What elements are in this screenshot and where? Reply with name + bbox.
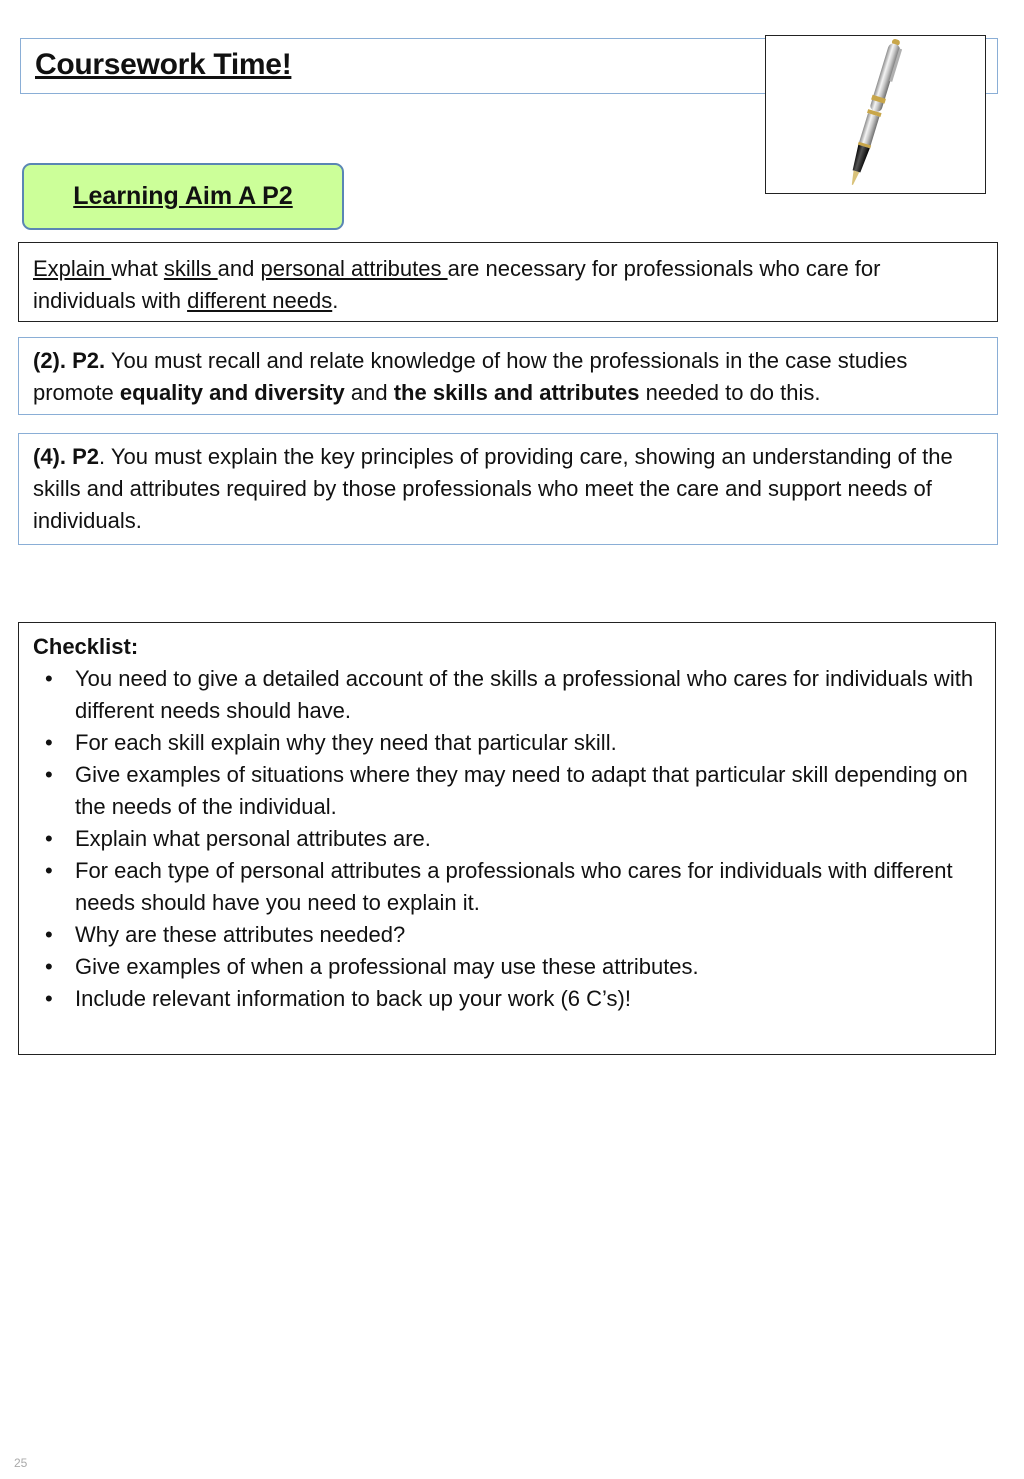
checklist-item-text: You need to give a detailed account of the skills a professional who cares for individuals with different needs should have.: [75, 666, 974, 723]
bullet-icon: •: [45, 666, 53, 691]
checklist-item: [33, 919, 981, 951]
checklist-item: [33, 759, 981, 823]
checklist-item-text: Why are these attributes needed?: [75, 922, 406, 947]
bullet-icon: •: [45, 954, 53, 979]
task-text: personal attributes: [260, 256, 448, 281]
task-text: skills: [163, 256, 218, 281]
criterion-box-p2-2: [18, 337, 998, 415]
criterion-text: and: [344, 380, 394, 405]
checklist-item-text: Give examples of when a professional may use these attributes.: [75, 954, 699, 979]
criterion-text: You must recall and relate knowledge of how the professionals in the case studies promote: [33, 348, 908, 405]
page-title: Coursework Time!: [35, 48, 292, 81]
learning-aim-badge: [22, 163, 344, 230]
checklist-box: [18, 622, 996, 1055]
page-number: 25: [14, 1456, 28, 1470]
criterion-emphasis: equality and diversity: [119, 380, 345, 405]
checklist-item-text: For each skill explain why they need that particular skill.: [75, 730, 617, 755]
checklist-item: [33, 823, 981, 855]
task-text: are necessary for professionals who care for individuals with: [33, 256, 881, 313]
checklist: [33, 663, 981, 1015]
task-box: [18, 242, 998, 322]
bullet-icon: •: [45, 858, 53, 883]
checklist-item: [33, 663, 981, 727]
checklist-item-text: For each type of personal attributes a professionals who cares for individuals with different needs should have you need to explain it.: [75, 858, 953, 915]
criterion-emphasis: the skills and attributes: [393, 380, 640, 405]
checklist-item-text: Include relevant information to back up your work (6 C’s)!: [75, 986, 631, 1011]
bullet-icon: •: [45, 922, 53, 947]
criterion-mark: (2). P2.: [33, 348, 106, 373]
criterion-mark: (4). P2: [33, 444, 100, 469]
checklist-item: [33, 855, 981, 919]
learning-aim-label: Learning Aim A P2: [73, 182, 293, 210]
checklist-item: [33, 951, 981, 983]
fountain-pen-icon: [766, 36, 984, 192]
pen-image: [765, 35, 986, 194]
task-text: what: [111, 256, 164, 281]
task-text: Explain: [33, 256, 112, 281]
checklist-item: [33, 983, 981, 1015]
task-text: different needs: [187, 288, 333, 313]
bullet-icon: •: [45, 730, 53, 755]
criterion-text: . You must explain the key principles of providing care, showing an understanding of the skills and attributes required by those professionals who meet the care and support needs of individuals.: [33, 444, 953, 533]
checklist-item: [33, 727, 981, 759]
checklist-item-text: Give examples of situations where they may need to adapt that particular skill depending on the needs of the individual.: [75, 762, 968, 819]
bullet-icon: •: [45, 986, 53, 1011]
task-text: and: [217, 256, 261, 281]
checklist-heading: Checklist:: [33, 634, 139, 659]
checklist-item-text: Explain what personal attributes are.: [75, 826, 431, 851]
criterion-box-p2-4: [18, 433, 998, 545]
criterion-text: needed to do this.: [639, 380, 821, 405]
task-text: .: [332, 288, 339, 313]
bullet-icon: •: [45, 762, 53, 787]
bullet-icon: •: [45, 826, 53, 851]
